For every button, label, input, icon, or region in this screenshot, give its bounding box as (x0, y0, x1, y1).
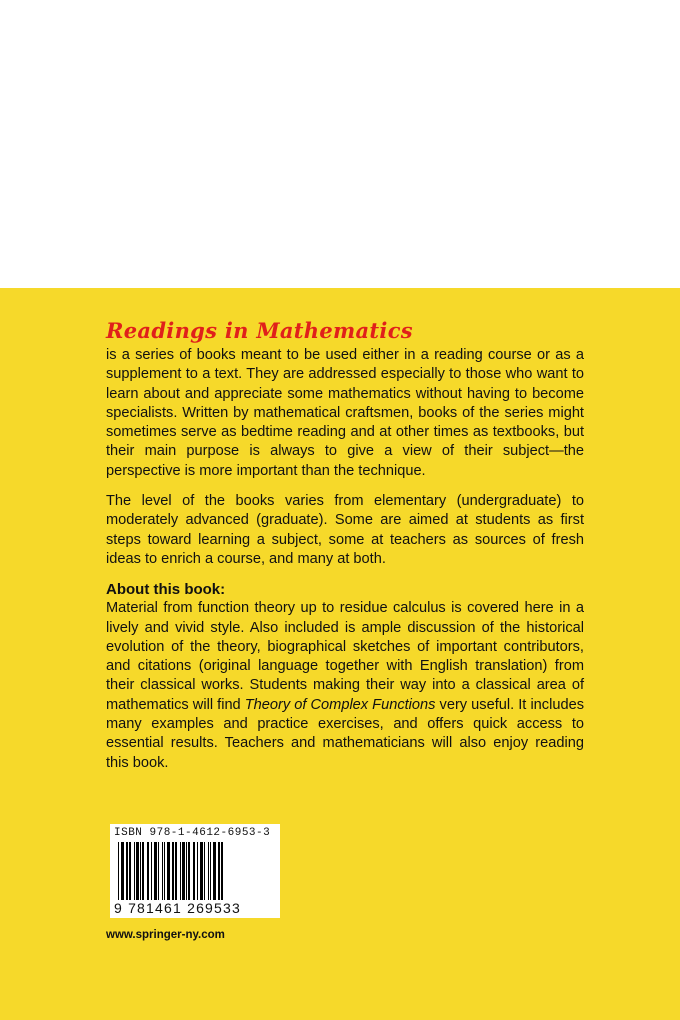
about-text-part1: Material from function theory up to residue calculus is covered here in a lively and vivid style. Also included is ample discussion of the historical evolution of the theory, biographical sketches of important contributors, and citations (original language together with English translation) from their classical works. Students making their way into a classical area of mathematics will find (106, 600, 584, 713)
barcode-bar (221, 842, 223, 900)
book-title: Theory of Complex Functions (244, 696, 436, 713)
barcode-bar (142, 842, 144, 900)
barcode-bar (193, 842, 195, 900)
barcode-bar (151, 842, 152, 900)
barcode-bar (208, 842, 209, 900)
barcode-bar (121, 842, 124, 900)
barcode-bar (197, 842, 198, 900)
barcode-bar (200, 842, 203, 900)
barcode-bar (218, 842, 220, 900)
barcode-bar (210, 842, 211, 900)
barcode-bar (186, 842, 187, 900)
barcode-digits: 9 781461 269533 (114, 900, 241, 916)
barcode-bar (136, 842, 139, 900)
barcode-bar (162, 842, 163, 900)
barcode-bar (126, 842, 128, 900)
barcode-bar (154, 842, 157, 900)
barcode-bar (129, 842, 131, 900)
barcode-bar (204, 842, 205, 900)
barcode-bar (213, 842, 216, 900)
isbn-label: ISBN 978-1-4612-6953-3 (114, 827, 271, 839)
about-heading: About this book: (106, 581, 226, 599)
barcode-bar (164, 842, 165, 900)
barcode-bar (147, 842, 149, 900)
barcode-bar (175, 842, 177, 900)
barcode-bars (116, 842, 274, 900)
series-title: Readings in Mathematics (106, 318, 413, 343)
barcode-bar (182, 842, 185, 900)
barcode-bar (158, 842, 159, 900)
barcode-bar (118, 842, 119, 900)
series-description: is a series of books meant to be used either in a reading course or as a supplement to a text. They are addressed especially to those who want to learn about and appreciate some mathematics without having to become specialists. Written by mathematical craftsmen, books of the series might sometimes serve as bedtime reading and at other times as textbooks, but their main purpose is always to give a view of their subject—the perspective is more important than the technique. (106, 347, 584, 479)
about-text (106, 599, 584, 773)
barcode-bar (180, 842, 181, 900)
blank-top-area (0, 0, 680, 288)
back-cover-text (106, 318, 584, 773)
barcode-bar (172, 842, 174, 900)
publisher-url: www.springer-ny.com (106, 929, 225, 941)
level-description: The level of the books varies from elementary (undergraduate) to moderately advanced (graduate). Some are aimed at students as first steps toward learning a subject, some at teachers as sources of fresh ideas to enrich a course, and many at both. (106, 493, 584, 567)
barcode-bar (140, 842, 141, 900)
about-text-part2: very useful. It includes many examples and practice exercises, and offers quick access to essential results. Teachers and mathematicians will also enjoy reading this book. (106, 696, 584, 771)
barcode-bar (167, 842, 170, 900)
barcode-bar (134, 842, 135, 900)
barcode (110, 824, 280, 918)
barcode-bar (188, 842, 190, 900)
